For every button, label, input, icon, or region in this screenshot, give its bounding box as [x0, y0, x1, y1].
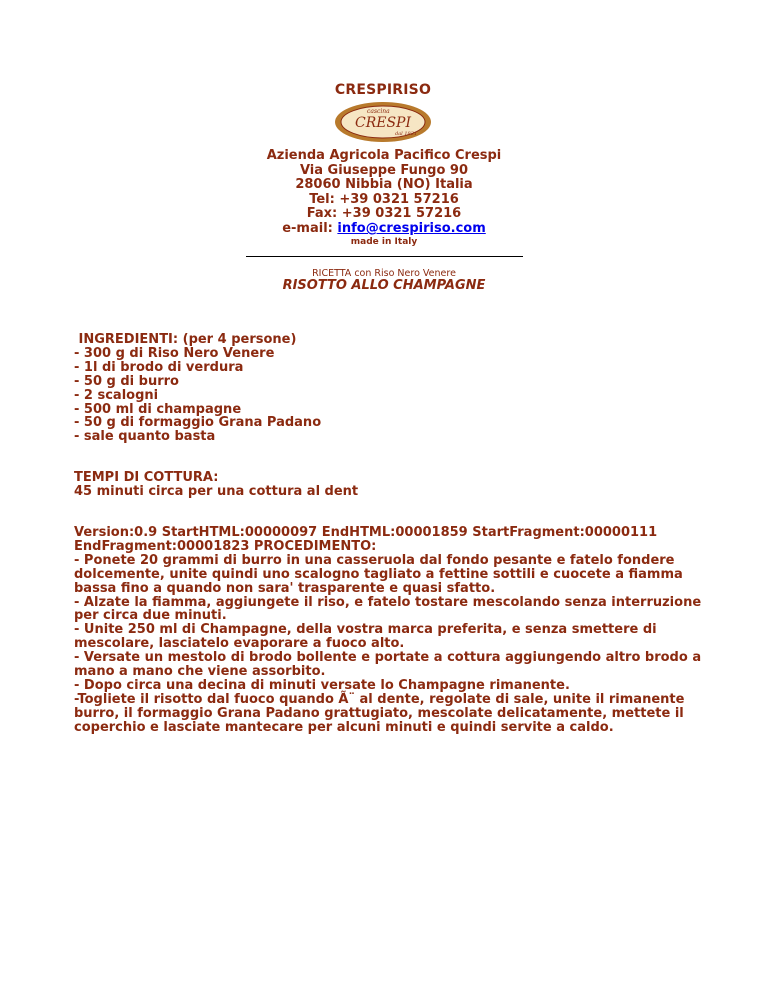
email-label: e-mail: — [282, 220, 338, 236]
cooking-time — [74, 471, 714, 499]
logo-brand: CRESPIRISO — [334, 82, 432, 98]
company-tel: Tel: +39 0321 57216 — [309, 191, 459, 207]
company-city: 28060 Nibbia (NO) Italia — [295, 177, 473, 193]
procedure-line: - Unite 250 ml di Champagne, della vostra marca preferita, e senza smettere di — [74, 622, 657, 638]
recipe-subtitle: RICETTA con Riso Nero Venere — [312, 268, 456, 279]
ingredient-item: - 50 g di formaggio Grana Padano — [74, 415, 322, 431]
procedure-line: burro, il formaggio Grana Padano grattugiato, mescolate delicatamente, mettete il — [74, 705, 684, 721]
procedure-line: - Ponete 20 grammi di burro in una casseruola dal fondo pesante e fatelo fondere — [74, 552, 675, 568]
logo-seal — [333, 100, 433, 144]
procedure-line: - Versate un mestolo di brodo bollente e portate a cottura aggiungendo altro brodo a — [74, 650, 702, 666]
logo-seal-top: cascina — [367, 108, 390, 115]
procedure-line: -Togliete il risotto dal fuoco quando Ã¨ al dente, regolate di sale, unite il rimanente — [74, 691, 685, 707]
procedure-line: mano a mano che viene assorbito. — [74, 664, 326, 680]
company-email-line — [0, 222, 768, 237]
procedure-line: EndFragment:00001823 PROCEDIMENTO: — [74, 538, 377, 554]
procedure-line: - Dopo circa una decina di minuti versate lo Champagne rimanente. — [74, 677, 570, 693]
procedure-line: dolcemente, unite quindi uno scalogno tagliato a fettine sottili e cuocete a fiamma — [74, 566, 683, 582]
cooking-time-heading: TEMPI DI COTTURA: — [74, 470, 219, 485]
made-in-italy: made in Italy — [350, 236, 418, 247]
company-header — [0, 149, 768, 248]
header-divider — [246, 256, 523, 257]
procedure-line: per circa due minuti. — [74, 608, 227, 624]
cooking-time-value: 45 minuti circa per una cottura al dent — [74, 483, 359, 499]
ingredients-list — [74, 333, 714, 444]
ingredient-item: - 500 ml di champagne — [74, 401, 242, 417]
ingredient-item: - 2 scalogni — [74, 387, 159, 403]
procedure-line: Version:0.9 StartHTML:00000097 EndHTML:00001859 StartFragment:00000111 — [74, 525, 658, 540]
company-logo — [333, 82, 433, 144]
company-fax: Fax: +39 0321 57216 — [306, 206, 462, 222]
procedure — [74, 526, 714, 735]
company-street: Via Giuseppe Fungo 90 — [299, 162, 469, 178]
procedure-line: mescolare, lasciatelo evaporare a fuoco alto. — [74, 636, 405, 652]
ingredient-item: - 50 g di burro — [74, 373, 179, 389]
recipe-title: RISOTTO ALLO CHAMPAGNE — [282, 278, 486, 293]
company-name: Azienda Agricola Pacifico Crespi — [266, 148, 502, 163]
ingredient-item: - sale quanto basta — [74, 429, 216, 445]
email-link[interactable]: info@crespiriso.com — [337, 220, 486, 236]
logo-seal-main: CRESPI — [354, 115, 412, 131]
ingredient-item: - 1l di brodo di verdura — [74, 359, 244, 375]
procedure-line: coperchio e lasciate mantecare per alcuni minuti e quindi servite a caldo. — [74, 719, 614, 735]
ingredient-heading: INGREDIENTI: (per 4 persone) — [74, 332, 297, 347]
ingredient-item: - 300 g di Riso Nero Venere — [74, 345, 275, 361]
procedure-line: - Alzate la fiamma, aggiungete il riso, e fatelo tostare mescolando senza interruzione — [74, 594, 702, 610]
procedure-line: bassa fino a quando non sara' trasparente e quasi sfatto. — [74, 580, 496, 596]
logo-seal-bottom: dal 1821 — [395, 131, 418, 137]
